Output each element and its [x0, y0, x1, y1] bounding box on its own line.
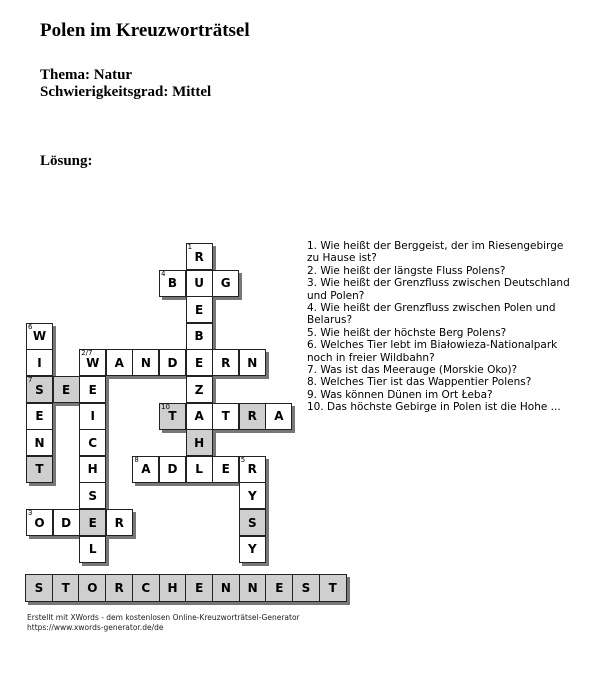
footer-url: https://www.xwords-generator.de/de [27, 623, 164, 632]
crossword-cell[interactable] [79, 403, 106, 430]
crossword-cell[interactable] [186, 270, 213, 297]
clue-number: 3 [28, 509, 33, 517]
crossword-cell[interactable] [132, 349, 159, 376]
crossword-cell[interactable] [79, 536, 106, 563]
cell-letter: E [88, 515, 97, 530]
cell-letter: Y [247, 488, 257, 503]
crossword-cell[interactable] [186, 323, 213, 350]
crossword-cell[interactable] [159, 403, 186, 430]
cell-letter: L [88, 542, 97, 557]
solution-label: Lösung: [40, 153, 93, 169]
cell-letter: G [220, 276, 231, 291]
crossword-cell[interactable] [212, 349, 239, 376]
cell-letter: Y [247, 542, 257, 557]
solution-cell[interactable]: E [265, 574, 293, 602]
crossword-cell[interactable] [106, 349, 133, 376]
cell-letter: L [195, 462, 203, 477]
clue-number: 7 [28, 376, 33, 384]
cell-letter: E [194, 302, 204, 317]
clue-item: 1. Wie heißt der Berggeist, der im Riesengebirge zu Hause ist? [307, 240, 564, 265]
cell-letter: S [35, 382, 44, 397]
cell-letter: T [168, 409, 177, 424]
solution-cell[interactable]: R [105, 574, 133, 602]
cell-letter: D [167, 462, 178, 477]
cell-letter: B [194, 329, 204, 344]
solution-cell[interactable]: N [212, 574, 240, 602]
solution-cell[interactable]: E [185, 574, 213, 602]
clue-item: 5. Wie heißt der höchste Berg Polens? [307, 326, 507, 339]
cell-letter: D [167, 355, 178, 370]
crossword-cell[interactable] [159, 270, 186, 297]
cell-letter: H [194, 435, 205, 450]
clue-item: 9. Was können Dünen im Ort Łeba? [307, 388, 493, 401]
cell-letter: A [141, 462, 151, 477]
difficulty-label: Schwierigkeitsgrad: Mittel [40, 84, 212, 100]
solution-cell[interactable]: T [319, 574, 347, 602]
crossword-cell[interactable] [265, 403, 292, 430]
cell-letter: D [61, 515, 72, 530]
cell-letter: A [194, 409, 204, 424]
cell-letter: T [221, 409, 230, 424]
crossword-cell[interactable] [79, 376, 106, 403]
crossword-cell[interactable] [186, 243, 213, 270]
solution-cell[interactable]: H [159, 574, 187, 602]
crossword-cell[interactable] [79, 456, 106, 483]
crossword-cell[interactable] [132, 456, 159, 483]
clue-number: 10 [161, 402, 170, 411]
cell-letter: N [247, 355, 258, 370]
crossword-cell[interactable] [26, 456, 53, 483]
footer [27, 613, 300, 633]
cell-letter: E [35, 409, 44, 424]
clue-number: 4 [161, 269, 166, 278]
crossword-cell[interactable] [239, 456, 266, 483]
clue-item: 4. Wie heißt der Grenzfluss zwischen Polen und Belarus? [307, 302, 556, 327]
cell-letter: B [167, 276, 178, 291]
solution-cell[interactable]: T [52, 574, 80, 602]
clue-item: 10. Das höchste Gebirge in Polen ist die Hohe ... [307, 401, 561, 414]
crossword-cell[interactable] [186, 296, 213, 323]
crossword-cell[interactable] [186, 429, 213, 456]
clue-number: 2/7 [81, 349, 93, 358]
cell-letter: S [88, 488, 98, 503]
cell-letter: R [221, 355, 231, 370]
crossword-cell[interactable] [79, 349, 106, 376]
crossword-cell[interactable] [26, 509, 53, 536]
crossword-cell[interactable] [186, 349, 213, 376]
crossword-cell[interactable] [212, 456, 239, 483]
crossword-cell[interactable] [106, 509, 133, 536]
cell-letter: R [247, 462, 257, 477]
crossword-cell[interactable] [26, 403, 53, 430]
clue-item: 7. Was ist das Meerauge (Morskie Oko)? [307, 364, 518, 377]
crossword-cell[interactable] [79, 482, 106, 509]
clue-number: 6 [28, 322, 33, 331]
crossword-cell[interactable] [212, 403, 239, 430]
cell-letter: O [34, 515, 45, 530]
solution-cell[interactable]: S [292, 574, 320, 602]
cell-letter: E [88, 382, 97, 397]
cell-letter: R [247, 409, 257, 424]
crossword-cell[interactable] [53, 376, 80, 403]
cell-letter: S [247, 515, 257, 530]
theme-label: Thema: Natur [40, 67, 133, 83]
crossword-cell[interactable] [239, 403, 266, 430]
crossword-cell[interactable] [239, 482, 266, 509]
cell-letter: I [90, 409, 95, 424]
cell-letter: R [114, 515, 124, 530]
solution-cell[interactable]: C [132, 574, 160, 602]
clue-number: 1 [187, 243, 193, 251]
crossword-cell[interactable] [26, 323, 53, 350]
clue-number: 8 [134, 455, 139, 464]
cell-letter: I [37, 355, 42, 370]
clue-item: 2. Wie heißt der längste Fluss Polens? [307, 264, 506, 277]
cell-letter: W [86, 355, 100, 370]
footer-credit: Erstellt mit XWords - dem kostenlosen Online-Kreuzworträtsel-Generator [27, 613, 300, 622]
clue-item: 3. Wie heißt der Grenzfluss zwischen Deutschland und Polen? [307, 277, 570, 302]
clue-number: 5 [240, 455, 246, 464]
solution-cell[interactable]: O [78, 574, 106, 602]
crossword-cell[interactable] [159, 456, 186, 483]
solution-cell[interactable]: N [239, 574, 267, 602]
crossword-cell[interactable] [239, 509, 266, 536]
clue-list [307, 240, 577, 414]
page-title: Polen im Kreuzworträtsel [40, 20, 250, 41]
cell-letter: U [194, 276, 204, 291]
crossword-cell[interactable] [239, 536, 266, 563]
cell-letter: E [194, 355, 204, 370]
crossword-cell[interactable] [79, 509, 106, 536]
cell-letter: T [35, 462, 44, 477]
cell-letter: H [87, 462, 98, 477]
cell-letter: W [32, 329, 47, 344]
crossword-cell[interactable] [186, 376, 213, 403]
clue-item: 8. Welches Tier ist das Wappentier Polens? [307, 376, 532, 389]
cell-letter: Z [194, 382, 204, 397]
solution-cell[interactable]: S [25, 574, 53, 602]
crossword-cell[interactable] [159, 349, 186, 376]
cell-letter: R [194, 249, 204, 264]
crossword-cell[interactable] [239, 349, 266, 376]
crossword-cell[interactable] [26, 349, 53, 376]
cell-letter: N [34, 435, 45, 450]
crossword-cell[interactable] [53, 509, 80, 536]
cell-letter: N [140, 355, 151, 370]
cell-letter: E [61, 382, 71, 397]
cell-letter: E [221, 462, 230, 477]
cell-letter: A [114, 355, 124, 370]
cell-letter: C [88, 435, 98, 450]
crossword-cell[interactable] [26, 429, 53, 456]
cell-letter: A [274, 409, 284, 424]
clue-item: 6. Welches Tier lebt im Białowieza-Nationalpark noch in freier Wildbahn? [307, 339, 558, 364]
crossword-cell[interactable] [212, 270, 239, 297]
crossword-cell[interactable] [79, 429, 106, 456]
crossword-cell[interactable] [26, 376, 53, 403]
crossword-cell[interactable] [186, 403, 213, 430]
crossword-cell[interactable] [186, 456, 213, 483]
